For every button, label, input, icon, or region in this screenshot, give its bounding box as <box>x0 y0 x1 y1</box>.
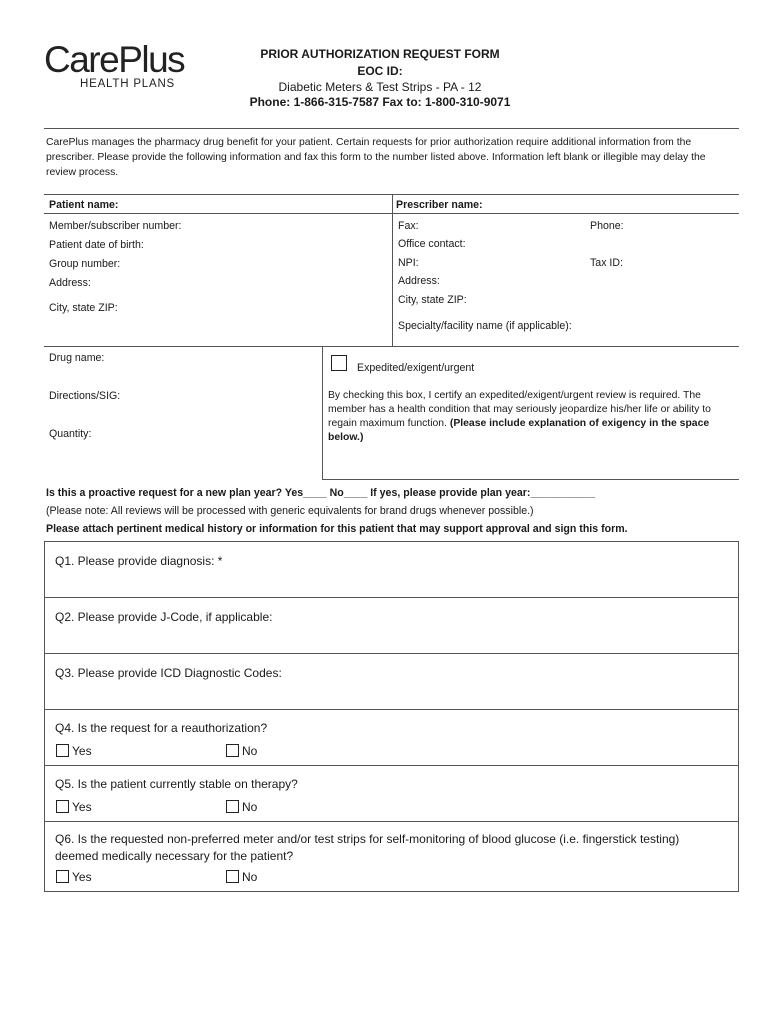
patient-prescriber-divider <box>392 194 393 346</box>
npi-label: NPI: <box>398 257 419 269</box>
q3-icd-codes: Q3. Please provide ICD Diagnostic Codes: <box>55 666 282 680</box>
specialty-label: Specialty/facility name (if applicable): <box>398 320 572 332</box>
drug-name-label: Drug name: <box>49 352 105 364</box>
certification-instruction: (Please include explanation of exigency in the space below.) <box>328 418 710 443</box>
group-number-label: Group number: <box>49 258 121 270</box>
q4-yes-checkbox[interactable] <box>56 744 69 757</box>
prescriber-address-label: Address: <box>398 275 440 287</box>
q5-no-label: No <box>242 800 258 814</box>
prescriber-name-label: Prescriber name: <box>396 199 483 211</box>
q4-yes-label: Yes <box>72 744 92 758</box>
drug-category: Diabetic Meters & Test Strips - PA - 12 <box>278 80 482 94</box>
fax-label: Fax: <box>398 220 419 232</box>
contact-numbers: Phone: 1-866-315-7587 Fax to: 1-800-310-9071 <box>249 95 511 109</box>
directions-label: Directions/SIG: <box>49 390 121 402</box>
q2-divider <box>44 653 739 654</box>
q4-divider <box>44 765 739 766</box>
expedited-checkbox[interactable] <box>331 355 347 371</box>
phone-label: Phone: <box>590 220 624 232</box>
expedited-certification <box>328 389 738 445</box>
patient-address-label: Address: <box>49 277 91 289</box>
logo-tagline: HEALTH PLANS <box>80 78 176 90</box>
eoc-id: EOC ID: <box>357 64 403 78</box>
office-contact-label: Office contact: <box>398 238 466 250</box>
q6-medical-necessity: Q6. Is the requested non-preferred meter and/or test strips for self-monitoring of blood glucose (i.e. fingerstick testing) deemed medically necessary for the patient? <box>55 832 680 863</box>
q5-yes-checkbox[interactable] <box>56 800 69 813</box>
q1-diagnosis: Q1. Please provide diagnosis: * <box>55 554 223 568</box>
q4-reauthorization: Q4. Is the request for a reauthorization? <box>55 721 268 735</box>
q4-no-checkbox[interactable] <box>226 744 239 757</box>
prescriber-city-label: City, state ZIP: <box>398 294 467 306</box>
form-title: PRIOR AUTHORIZATION REQUEST FORM <box>260 47 500 61</box>
q3-divider <box>44 709 739 710</box>
member-number-label: Member/subscriber number: <box>49 220 182 232</box>
q6-yes-checkbox[interactable] <box>56 870 69 883</box>
careplus-logo <box>44 40 194 98</box>
generic-note: (Please note: All reviews will be processed with generic equivalents for brand drugs whenever possible.) <box>46 505 534 517</box>
quantity-label: Quantity: <box>49 428 92 440</box>
attach-instruction: Please attach pertinent medical history or information for this patient that may support approval and sign this form. <box>46 523 628 535</box>
q5-divider <box>44 821 739 822</box>
patient-name-label: Patient name: <box>49 199 119 211</box>
drug-expedited-divider <box>322 346 323 479</box>
q6-no-label: No <box>242 870 258 884</box>
q5-stable-therapy: Q5. Is the patient currently stable on therapy? <box>55 777 298 791</box>
q2-jcode: Q2. Please provide J-Code, if applicable: <box>55 610 273 624</box>
intro-paragraph: CarePlus manages the pharmacy drug benefit for your patient. Certain requests for prior authorization require additional information from the prescriber. Please provide the following information and fax this form to the number listed above. Information left blank or illegible may delay the review process. <box>46 137 706 178</box>
expedited-bottom-border <box>322 479 739 480</box>
tax-id-label: Tax ID: <box>590 257 623 269</box>
drug-section-border <box>44 346 739 347</box>
q4-no-label: No <box>242 744 258 758</box>
patient-city-label: City, state ZIP: <box>49 302 118 314</box>
q6-yes-label: Yes <box>72 870 92 884</box>
certification-text: By checking this box, I certify an expedited/exigent/urgent review is required. The member has a health condition that may seriously jeopardize his/her life or ability to regain maximum function. <box>328 390 711 429</box>
logo-wordmark: CarePlus <box>44 39 185 80</box>
header-divider <box>44 128 739 129</box>
q1-divider <box>44 597 739 598</box>
q5-no-checkbox[interactable] <box>226 800 239 813</box>
expedited-label: Expedited/exigent/urgent <box>357 362 475 374</box>
q6-no-checkbox[interactable] <box>226 870 239 883</box>
proactive-request-question: Is this a proactive request for a new plan year? Yes____ No____ If yes, please provide plan year:___________ <box>46 487 596 499</box>
q5-yes-label: Yes <box>72 800 92 814</box>
patient-dob-label: Patient date of birth: <box>49 239 144 251</box>
